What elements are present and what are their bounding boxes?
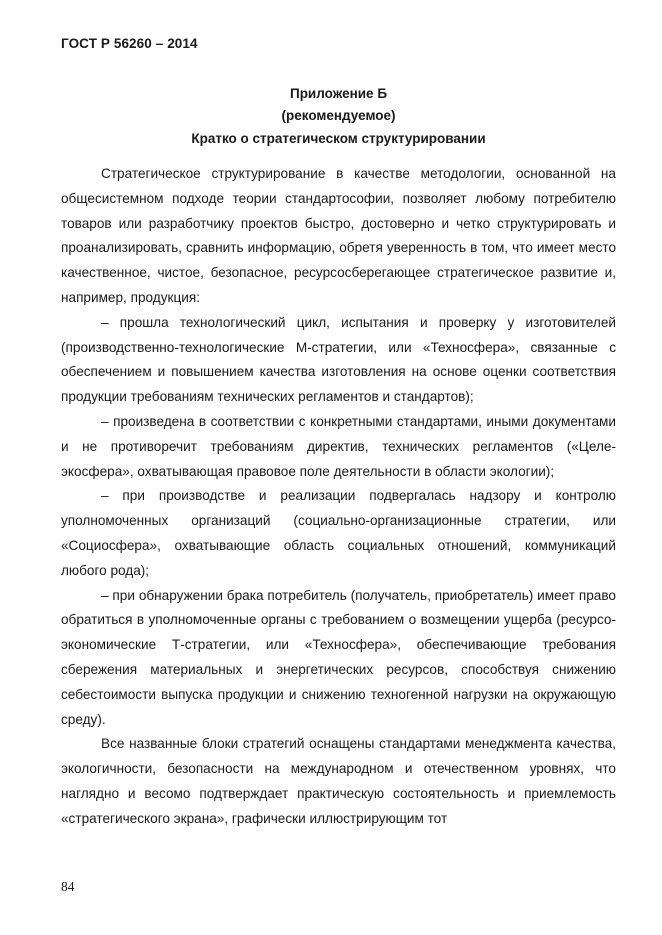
paragraph-conclusion: Все названные блоки стратегий оснащены стандартами менеджмента качества, экологичности, безопасности на международном и отечественном уровнях, что наглядно и весомо подтверждает практическую состоятельность и приемлемость «стратегического экрана», графически иллюстрирующим тот	[61, 736, 616, 826]
document-body	[61, 162, 616, 832]
paragraph-resources: – при обнаружении брака потребитель (получатель, приобретатель) имеет право обратиться в уполномоченные органы с требованием о возмещении ущерба (ресурсо-экономические Т-стратегии, или «Техносфера», обеспечивающие требования сбережения материальных и энергетических ресурсов, способствуя снижению себестоимости выпуска продукции и снижению техногенной нагрузки на окружающую среду).	[61, 587, 616, 727]
paragraph-sociosphere: – при производстве и реализации подвергалась надзору и контролю уполномоченных организаций (социально-организационные стратегии, или «Социосфера», охватывающие область социальных отношений, коммуникаций любого рода);	[61, 488, 616, 578]
appendix-status: (рекомендуемое)	[281, 108, 396, 123]
appendix-label: Приложение Б	[289, 86, 388, 101]
paragraph-intro: Стратегическое структурирование в качестве методологии, основанной на общесистемном подходе теории стандартософии, позволяет любому потребителю товаров или разработчику проектов быстро, достоверно и четко структурировать и проанализировать, сравнить информацию, обретя уверенность в том, что имеет место качественное, чистое, безопасное, ресурсосберегающее стратегическое развитие и, например, продукция:	[61, 166, 616, 305]
document-header: ГОСТ Р 56260 – 2014	[61, 36, 198, 51]
paragraph-technosphere: – прошла технологический цикл, испытания и проверку у изготовителей (производственно-технологические М-стратегии, или «Техносфера», связанные с обеспечением и повышением качества изготовления на основе оценки соответствия продукции требованиям технических регламентов и стандартов);	[61, 314, 616, 405]
paragraph-ecosphere: – произведена в соответствии с конкретными стандартами, иными документами и не противоречит требованиям директив, технических регламентов («Целе-экосфера», охватывающая правовое поле деятельности в области экологии);	[61, 413, 616, 479]
appendix-title: Кратко о стратегическом структурировании	[191, 131, 486, 146]
page-number: 84	[61, 879, 75, 894]
